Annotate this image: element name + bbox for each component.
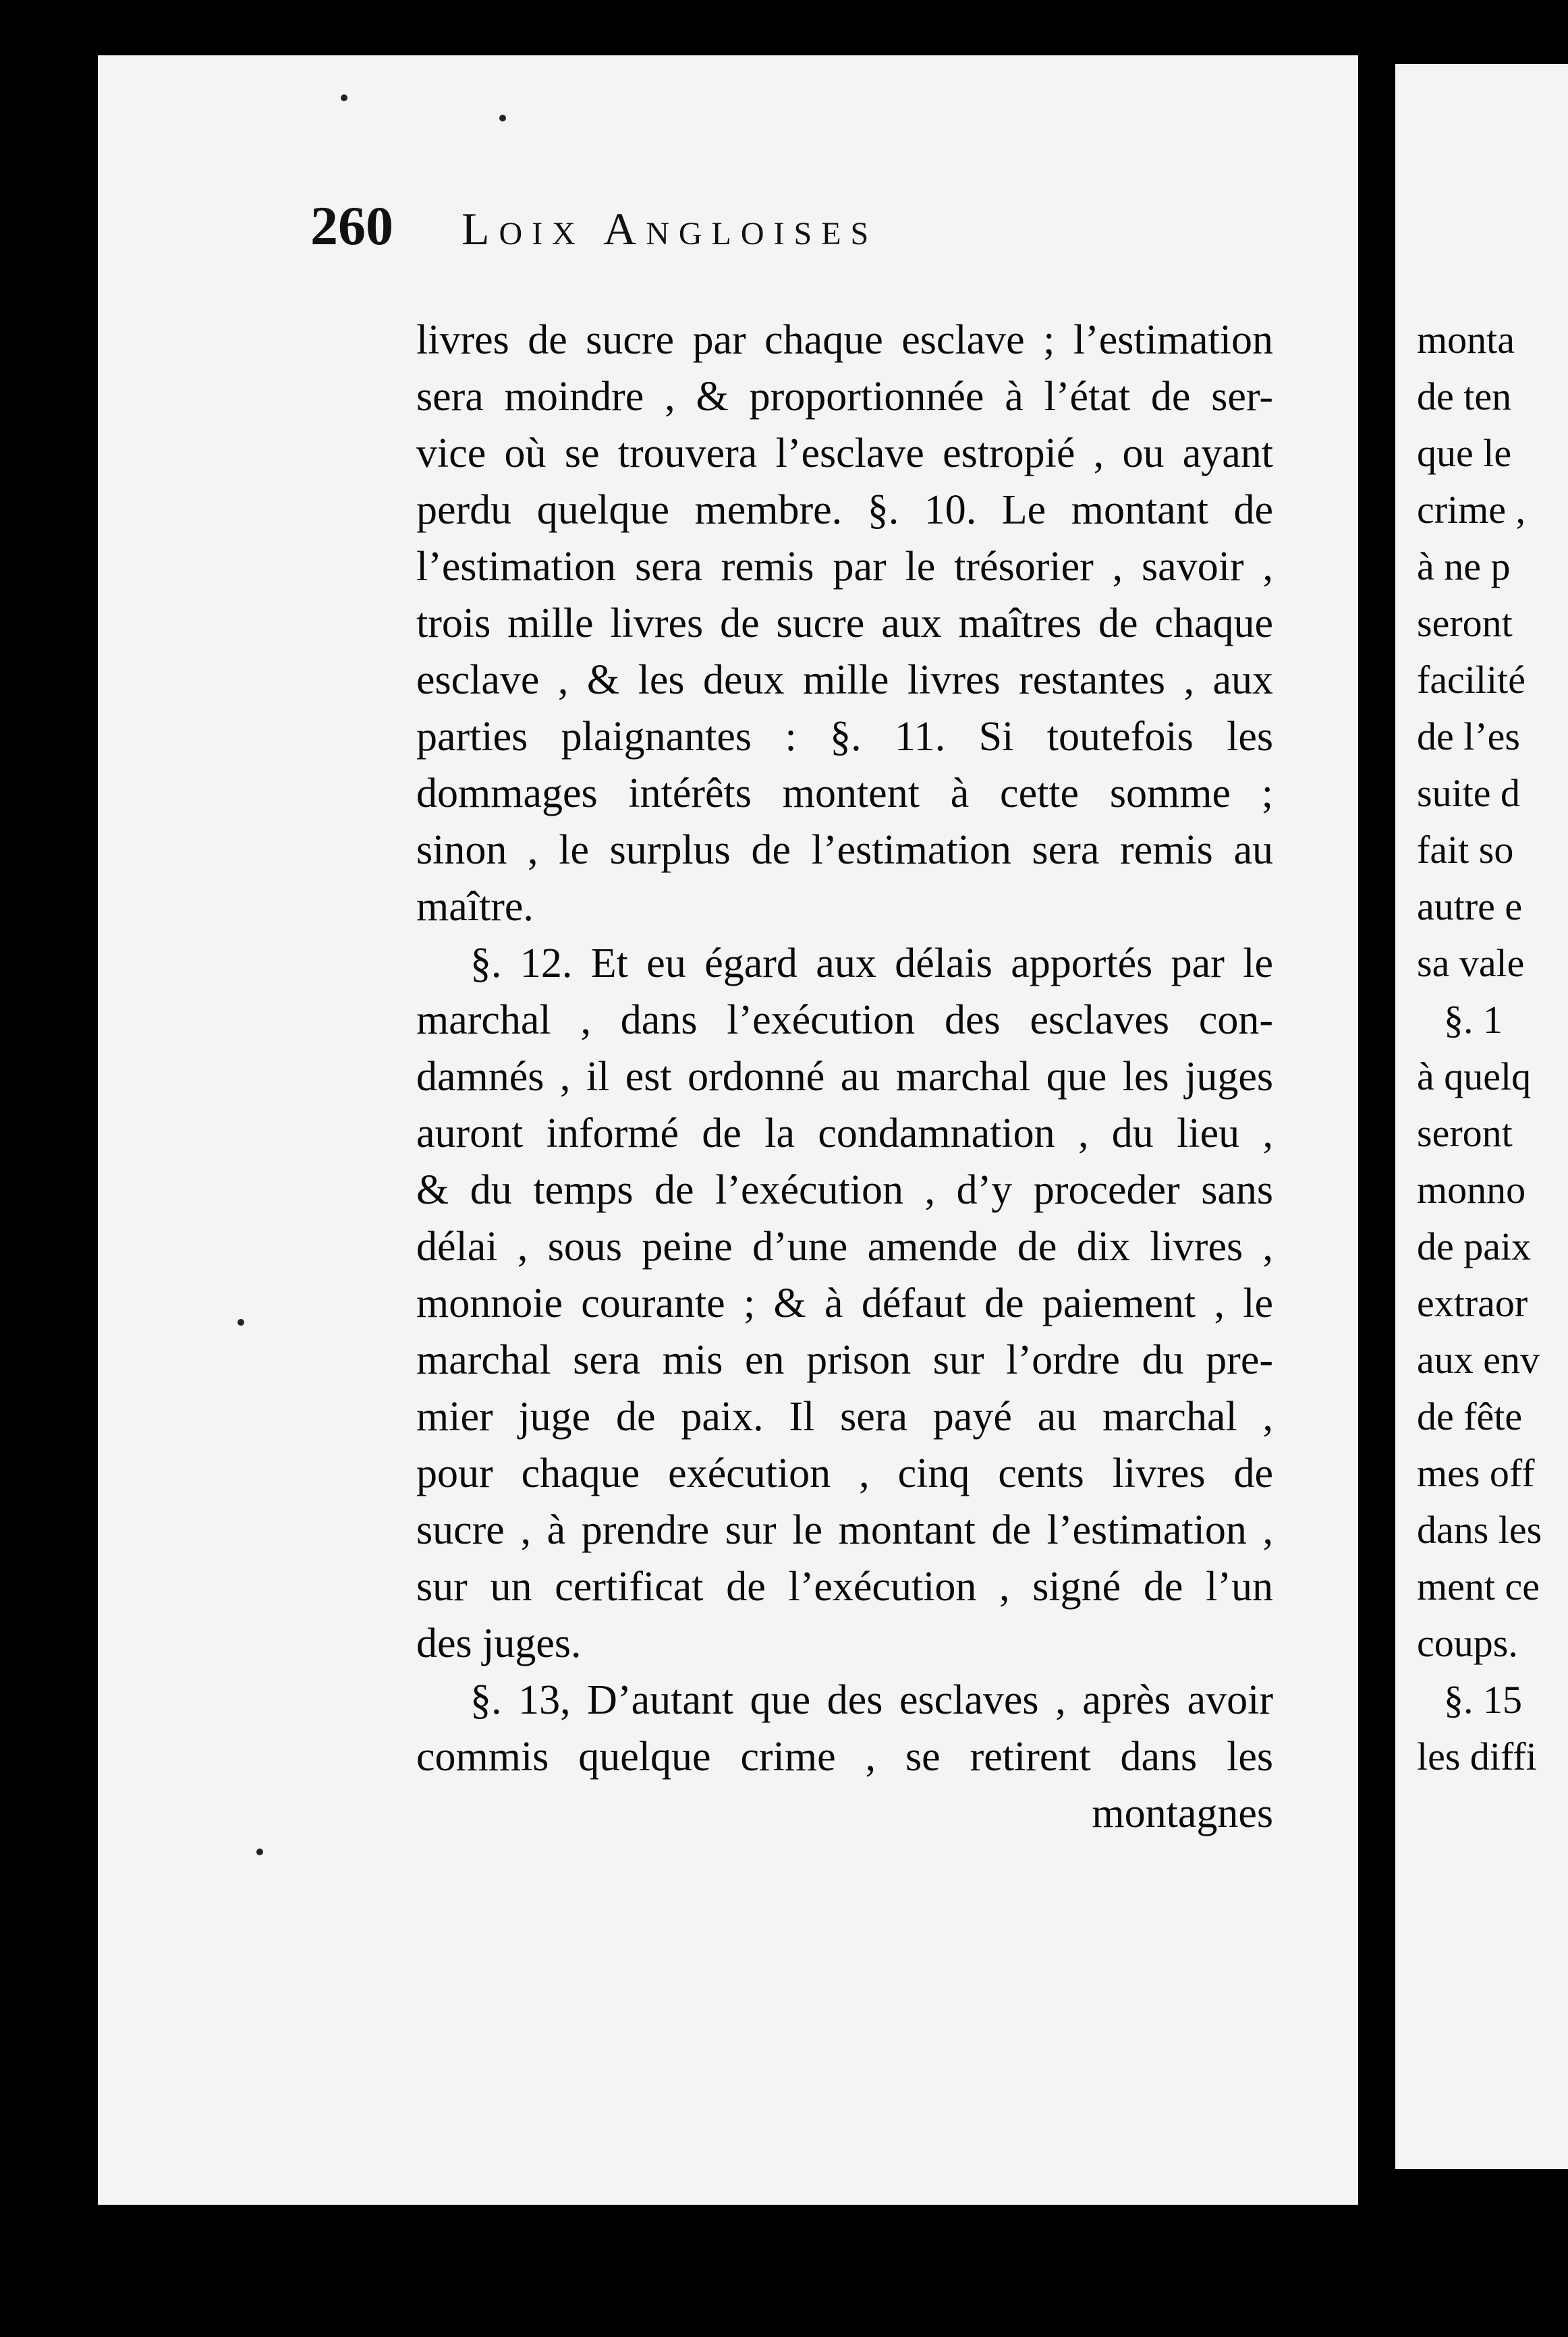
text-line: mes off [1417,1451,1535,1495]
text-line: parties plaignantes : §. 11. Si toutefois les [416,714,1273,760]
text-line: §. 1 [1444,998,1503,1042]
text-line: seront [1417,1111,1513,1155]
text-line: sinon , le surplus de l’estimation sera remis au [416,827,1273,873]
text-line: extraor [1417,1281,1528,1325]
text-line: seront [1417,601,1513,645]
text-line: que le [1417,431,1512,475]
text-line: mier juge de paix. Il sera payé au marchal , [416,1394,1273,1440]
running-title: Loix Angloises [461,203,878,254]
text-line: §. 13, D’autant que des esclaves , après avoir [470,1677,1273,1723]
text-line: des juges. [416,1621,582,1666]
text-line: marchal sera mis en prison sur l’ordre du pre- [416,1337,1273,1383]
text-line: dans les [1417,1508,1542,1552]
text-line: crime , [1417,488,1526,532]
text-line: facilité [1417,658,1526,702]
text-line: de paix [1417,1224,1532,1268]
text-line: commis quelque crime , se retirent dans les [416,1734,1273,1780]
text-line: damnés , il est ordonné au marchal que les juges [416,1054,1273,1100]
text-line: monta [1417,318,1515,362]
paper-speck [499,115,506,121]
text-line: de ten [1417,374,1512,418]
text-line: esclave , & les deux mille livres restantes , aux [416,657,1273,703]
text-line: livres de sucre par chaque esclave ; l’estimation [416,317,1273,363]
text-line: à quelq [1417,1054,1532,1098]
main-text-block [416,312,1273,1842]
text-line: aux env [1417,1338,1540,1382]
text-line: fait so [1417,828,1514,872]
page-header [310,194,1363,258]
text-line: auront informé de la condamnation , du lieu , [416,1110,1273,1156]
text-line: suite d [1417,771,1521,815]
text-line: & du temps de l’exécution , d’y proceder sans [416,1167,1273,1213]
page-number: 260 [310,195,393,256]
text-line: marchal , dans l’exécution des esclaves con- [416,997,1273,1043]
paper-speck [341,94,347,101]
text-line: §. 12. Et eu égard aux délais apportés par le [470,940,1273,986]
text-line: maître. [416,884,534,930]
text-line: monnoie courante ; & à défaut de paiement , le [416,1280,1273,1326]
text-line: les diffi [1417,1735,1537,1778]
text-line: délai , sous peine d’une amende de dix livres , [416,1224,1273,1270]
text-line: de l’es [1417,714,1520,758]
paper-speck [237,1319,244,1326]
text-line: l’estimation sera remis par le trésorier , savoir , [416,544,1273,590]
text-line: sucre , à prendre sur le montant de l’estimation , [416,1507,1273,1553]
text-line: monno [1417,1168,1526,1212]
text-line: sa vale [1417,941,1525,985]
text-line: à ne p [1417,544,1511,588]
text-line: pour chaque exécution , cinq cents livres de [416,1451,1273,1496]
text-line: coups. [1417,1621,1518,1665]
text-line: sur un certificat de l’exécution , signé de l’un [416,1564,1273,1610]
catchword: montagnes [1092,1791,1273,1836]
paper-speck [256,1849,263,1855]
text-line: §. 15 [1444,1678,1522,1722]
text-line: sera moindre , & proportionnée à l’état de ser- [416,374,1273,420]
right-page-text [1417,312,1568,1785]
text-line: trois mille livres de sucre aux maîtres de chaque [416,600,1273,646]
text-line: dommages intérêts montent à cette somme ; [416,770,1273,816]
text-line: ment ce [1417,1565,1540,1608]
text-line: vice où se trouvera l’esclave estropié , ou ayant [416,430,1273,476]
text-line: de fête [1417,1395,1523,1438]
text-line: autre e [1417,884,1523,928]
text-line: perdu quelque membre. §. 10. Le montant de [416,487,1273,533]
